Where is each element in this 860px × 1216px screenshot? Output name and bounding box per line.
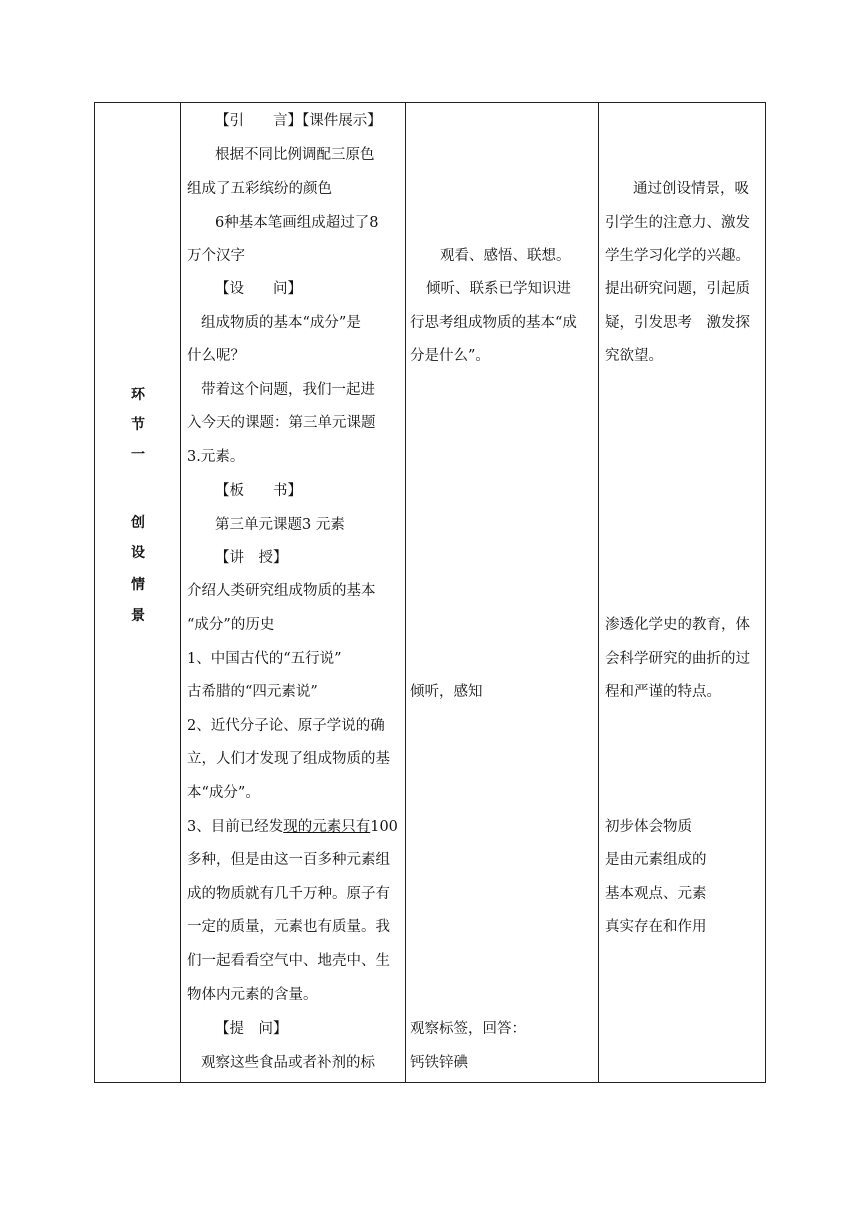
text-line: 真实存在和作用 bbox=[605, 919, 707, 935]
design-intent-cell bbox=[599, 103, 767, 1082]
text-line: 带着这个问题，我们一起进 bbox=[201, 382, 375, 398]
text-line: 倾听，感知 bbox=[410, 684, 483, 700]
text-line: 成的物质就有几千万种。原子有 bbox=[187, 886, 390, 902]
text-line: 们一起看看空气中、地壳中、生 bbox=[187, 953, 390, 969]
text-line: 物体内元素的含量。 bbox=[187, 987, 318, 1003]
text-line: 什么呢？ bbox=[187, 348, 245, 364]
text-line: 组成物质的基本“成分”是 bbox=[201, 315, 361, 331]
text-line: 基本观点、元素 bbox=[605, 886, 707, 902]
text-line: 引学生的注意力、激发 bbox=[605, 215, 750, 231]
text-line: 第三单元课题3 元素 bbox=[215, 517, 345, 533]
text-line: 初步体会物质 bbox=[605, 819, 692, 835]
lesson-plan-table bbox=[94, 102, 766, 1083]
text-line: 通过创设情景，吸 bbox=[633, 181, 749, 197]
text-line: 【设 问】 bbox=[215, 281, 302, 297]
text-line: 行思考组成物质的基本“成 bbox=[410, 315, 577, 331]
text-line: 根据不同比例调配三原色 bbox=[215, 147, 375, 163]
text-line: 学生学习化学的兴趣。 bbox=[605, 248, 750, 264]
text-line: 观察这些食品或者补剂的标 bbox=[201, 1055, 375, 1071]
text-line: 究欲望。 bbox=[605, 348, 663, 364]
text-line: 立，人们才发现了组成物质的基 bbox=[187, 751, 390, 767]
section-heading-char: 创 bbox=[131, 515, 145, 531]
text-line: 程和严谨的特点。 bbox=[605, 684, 721, 700]
text-line: 6种基本笔画组成超过了8 bbox=[215, 215, 379, 231]
text-line: 提出研究问题，引起质 bbox=[605, 281, 750, 297]
text-line: 渗透化学史的教育，体 bbox=[605, 617, 750, 633]
text-line: 倾听、联系已学知识进 bbox=[426, 281, 571, 297]
section-heading-cell bbox=[95, 103, 180, 1082]
section-heading-char: 景 bbox=[131, 608, 145, 624]
teacher-activity-cell bbox=[181, 103, 405, 1082]
text-line: 入今天的课题：第三单元课题 bbox=[187, 415, 376, 431]
text-line: 3、目前已经发现的元素只有100 bbox=[187, 819, 398, 835]
text-line: 【板 书】 bbox=[215, 483, 302, 499]
text-line: 古希腊的“四元素说” bbox=[187, 684, 318, 700]
text-line: 疑，引发思考 激发探 bbox=[605, 315, 750, 331]
text-line: 【讲 授】 bbox=[215, 550, 288, 566]
section-heading-char: 设 bbox=[131, 545, 145, 561]
text-line: 2、近代分子论、原子学说的确 bbox=[187, 718, 385, 734]
text-line: 观看、感悟、联想。 bbox=[440, 248, 571, 264]
text-line: 介绍人类研究组成物质的基本 bbox=[187, 583, 376, 599]
text-line: 多种，但是由这一百多种元素组 bbox=[187, 852, 390, 868]
text-line: 是由元素组成的 bbox=[605, 852, 707, 868]
text-line: 3.元素。 bbox=[187, 449, 245, 465]
text-line: 万个汉字 bbox=[187, 248, 245, 264]
text-line: 一定的质量，元素也有质量。我 bbox=[187, 919, 390, 935]
text-line: 组成了五彩缤纷的颜色 bbox=[187, 181, 332, 197]
section-heading-char: 节 bbox=[131, 417, 145, 433]
section-heading-char: 环 bbox=[131, 387, 145, 403]
text-line: 1、中国古代的“五行说” bbox=[187, 651, 342, 667]
text-line: 观察标签，回答： bbox=[410, 1021, 526, 1037]
text-line: 本“成分”。 bbox=[187, 785, 260, 801]
text-line: 【提 问】 bbox=[215, 1021, 288, 1037]
text-line: 会科学研究的曲折的过 bbox=[605, 651, 750, 667]
section-heading-char: 情 bbox=[131, 577, 145, 593]
text-line: “成分”的历史 bbox=[187, 617, 275, 633]
student-activity-cell bbox=[406, 103, 598, 1082]
text-line: 钙铁锌碘 bbox=[410, 1055, 468, 1071]
text-line: 【引 言】【课件展示】 bbox=[215, 113, 382, 129]
section-heading-char: 一 bbox=[131, 447, 145, 463]
text-line: 分是什么”。 bbox=[410, 348, 490, 364]
